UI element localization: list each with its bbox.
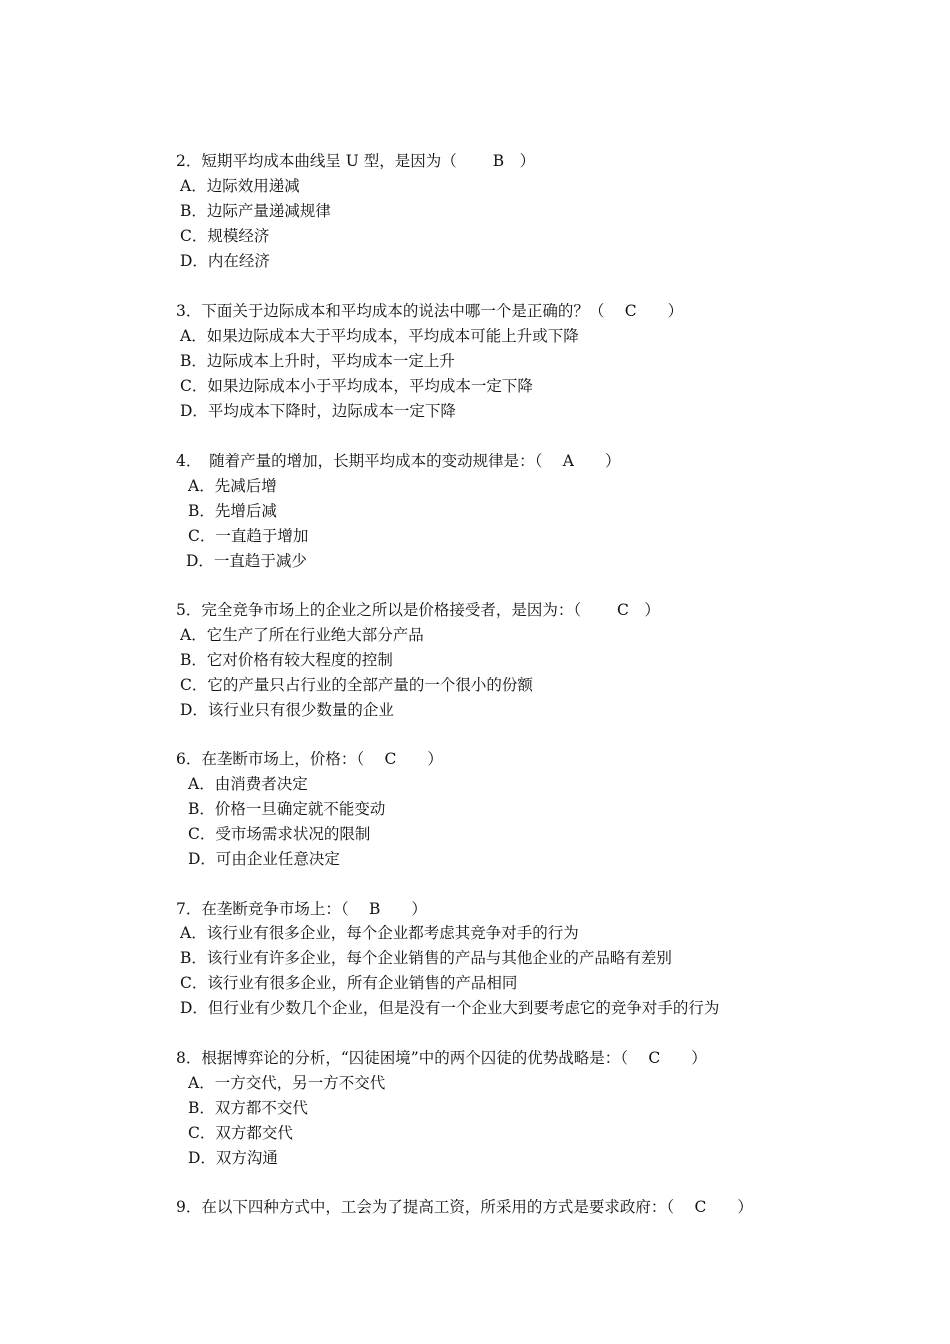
question-2-option-d: D．内在经济: [180, 252, 270, 270]
question-7-option-c: C．该行业有很多企业，所有企业销售的产品相同: [180, 974, 518, 992]
question-7: 7．在垄断竞争市场上：（ B ）: [176, 900, 427, 918]
question-6-option-b: B．价格一旦确定就不能变动: [188, 800, 386, 818]
question-3: 3．下面关于边际成本和平均成本的说法中哪一个是正确的？（ C ）: [176, 302, 684, 320]
question-7-option-b: B．该行业有许多企业，每个企业销售的产品与其他企业的产品略有差别: [180, 949, 672, 967]
question-8-option-b: B．双方都不交代: [188, 1099, 308, 1117]
question-4: 4． 随着产量的增加，长期平均成本的变动规律是：（ A ）: [176, 452, 621, 470]
question-5: 5．完全竞争市场上的企业之所以是价格接受者，是因为：（ C ）: [176, 601, 660, 619]
question-4-option-a: A．先减后增: [188, 477, 277, 495]
question-6-option-d: D．可由企业任意决定: [188, 850, 340, 868]
question-6: 6．在垄断市场上，价格：（ C ）: [176, 750, 443, 768]
question-3-option-b: B．边际成本上升时，平均成本一定上升: [180, 352, 455, 370]
question-6-option-a: A．由消费者决定: [188, 775, 308, 793]
question-2-option-c: C．规模经济: [180, 227, 270, 245]
question-4-option-c: C．一直趋于增加: [188, 527, 309, 545]
question-8: 8．根据博弈论的分析，“囚徒困境”中的两个囚徒的优势战略是：（ C ）: [176, 1049, 707, 1067]
question-3-option-a: A．如果边际成本大于平均成本，平均成本可能上升或下降: [180, 327, 579, 345]
question-4-option-b: B．先增后减: [188, 502, 277, 520]
question-6-option-c: C．受市场需求状况的限制: [188, 825, 371, 843]
question-5-option-a: A．它生产了所在行业绝大部分产品: [180, 626, 424, 644]
question-5-option-c: C．它的产量只占行业的全部产量的一个很小的份额: [180, 676, 533, 694]
question-5-option-b: B．它对价格有较大程度的控制: [180, 651, 393, 669]
question-7-option-d: D．但行业有少数几个企业，但是没有一个企业大到要考虑它的竞争对手的行为: [180, 999, 720, 1017]
question-4-option-d: D．一直趋于减少: [186, 552, 307, 570]
question-2-option-b: B．边际产量递减规律: [180, 202, 331, 220]
question-5-option-d: D．该行业只有很少数量的企业: [180, 701, 394, 719]
question-9: 9．在以下四种方式中，工会为了提高工资，所采用的方式是要求政府：（ C ）: [176, 1198, 753, 1216]
question-8-option-a: A．一方交代，另一方不交代: [188, 1074, 386, 1092]
question-7-option-a: A．该行业有很多企业，每个企业都考虑其竞争对手的行为: [180, 924, 579, 942]
question-8-option-d: D．双方沟通: [188, 1149, 278, 1167]
question-3-option-c: C．如果边际成本小于平均成本，平均成本一定下降: [180, 377, 533, 395]
question-2-option-a: A．边际效用递减: [180, 177, 300, 195]
question-8-option-c: C．双方都交代: [188, 1124, 293, 1142]
question-3-option-d: D．平均成本下降时，边际成本一定下降: [180, 402, 456, 420]
question-2: 2．短期平均成本曲线呈 U 型，是因为（ B ）: [176, 152, 536, 170]
